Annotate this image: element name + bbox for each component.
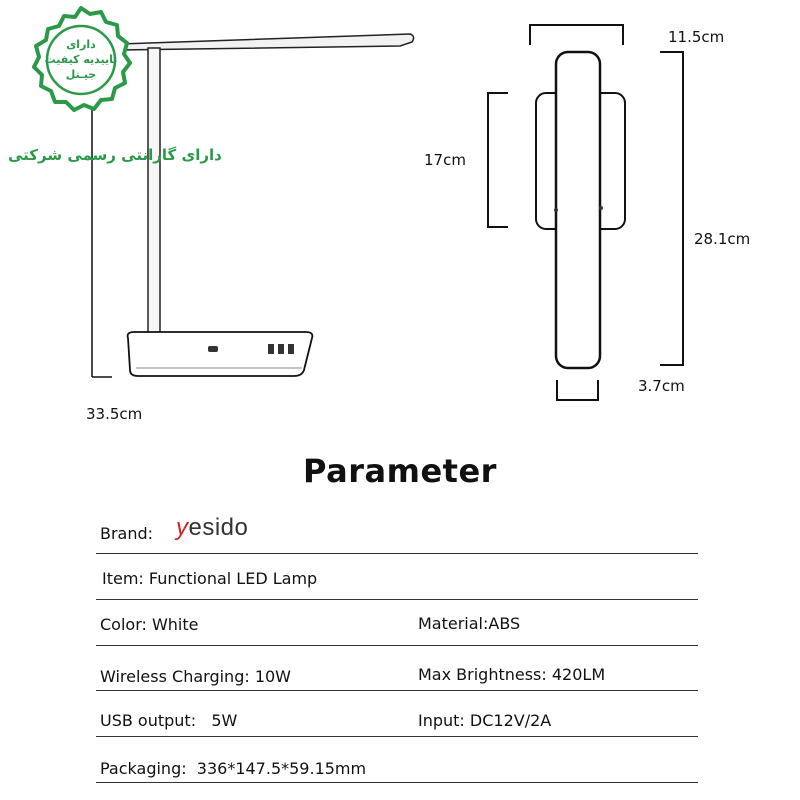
spec-packaging: Packaging: 336*147.5*59.15mm	[100, 759, 367, 778]
spec-material: Material:ABS	[418, 614, 521, 633]
spec-brightness: Max Brightness: 420LM	[418, 665, 606, 684]
divider	[96, 553, 698, 554]
divider	[96, 782, 698, 783]
brand-logo-rest: esido	[188, 514, 249, 541]
brand-logo-first: y	[176, 514, 189, 541]
spec-wireless: Wireless Charging: 10W	[100, 667, 291, 686]
quality-stamp-badge	[20, 4, 142, 126]
guarantee-text: دارای گارانتی رسمی شرکتی	[8, 146, 222, 164]
stamp-line-3: جیـتل	[65, 68, 97, 81]
divider	[96, 645, 698, 646]
divider	[96, 599, 698, 600]
spec-usb: USB output: 5W	[100, 711, 238, 730]
dimension-pad-label: 17cm	[424, 151, 466, 169]
dimension-width-label: 11.5cm	[668, 28, 725, 46]
stamp-line-2: تاییدیه کیفیت	[44, 53, 118, 66]
brand-label: Brand:	[100, 524, 154, 543]
dimension-length-label: 28.1cm	[694, 230, 751, 248]
dimension-thickness-label: 3.7cm	[638, 377, 685, 395]
dimension-height-label: 33.5cm	[86, 405, 143, 423]
divider	[96, 690, 698, 691]
spec-item: Item: Functional LED Lamp	[102, 569, 318, 588]
lamp-top-illustration	[480, 15, 700, 410]
spec-color: Color: White	[100, 615, 199, 634]
stamp-line-1: دارای	[66, 38, 96, 51]
divider	[96, 736, 698, 737]
parameter-title: Parameter	[303, 452, 497, 490]
spec-input: Input: DC12V/2A	[418, 711, 552, 730]
brand-logo	[176, 514, 248, 542]
